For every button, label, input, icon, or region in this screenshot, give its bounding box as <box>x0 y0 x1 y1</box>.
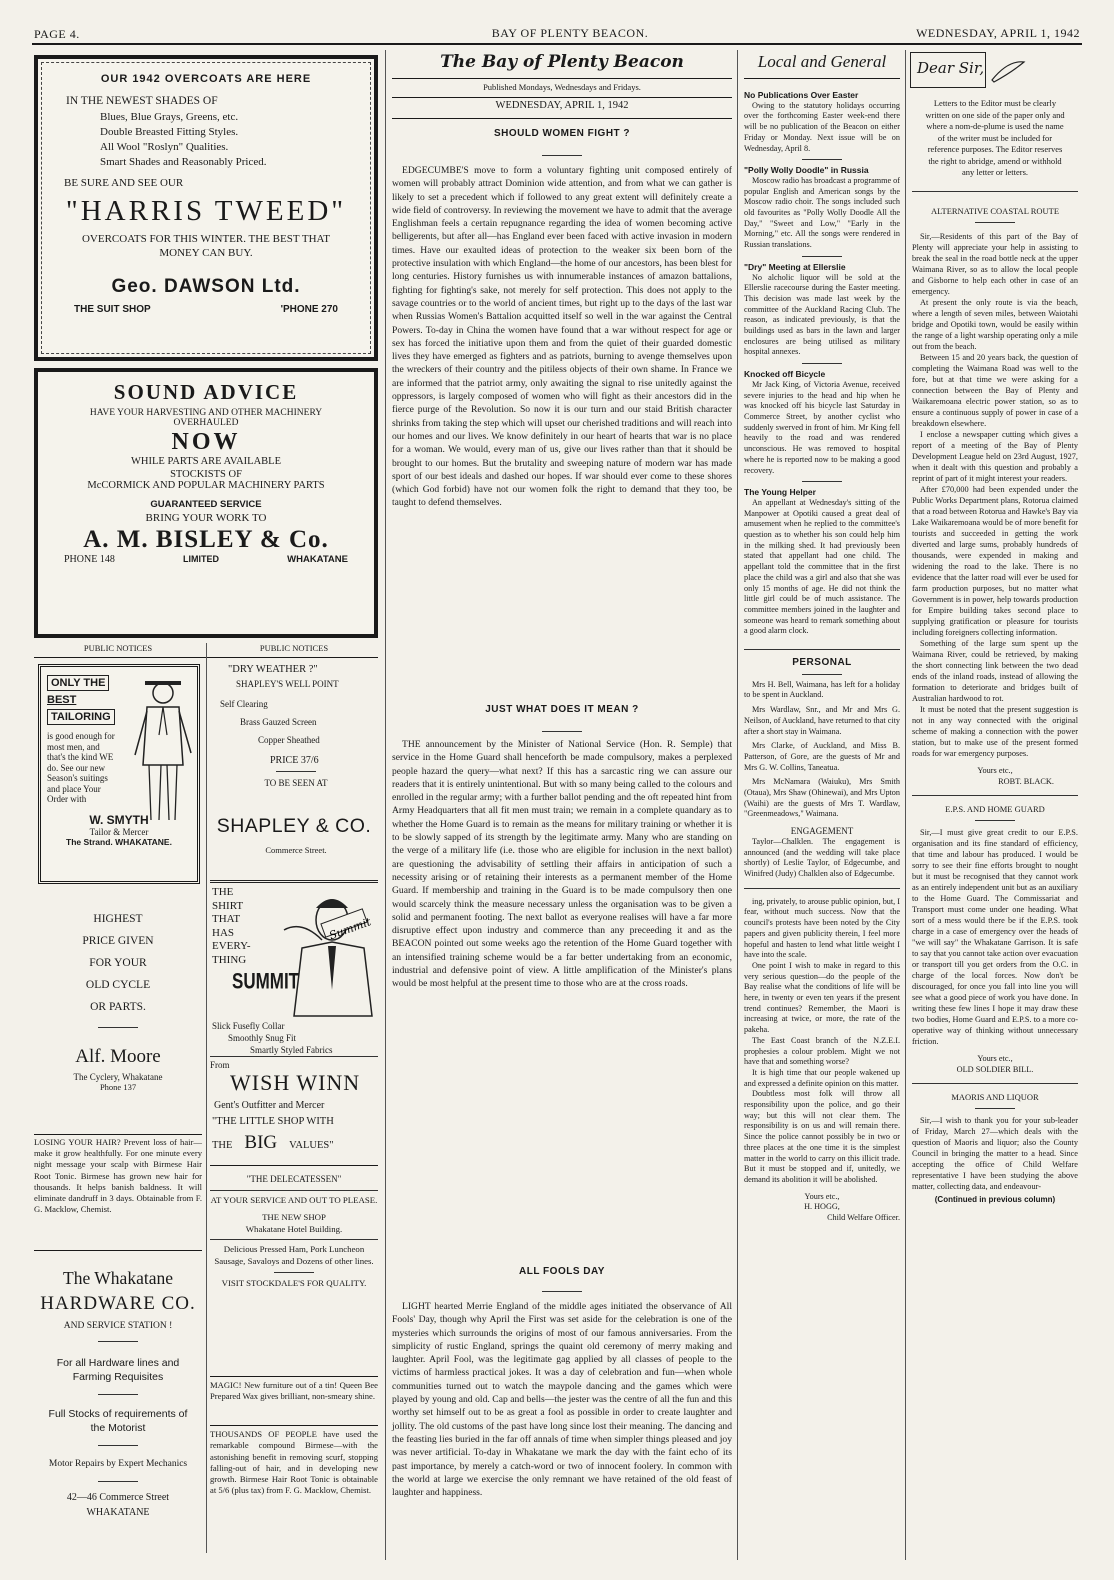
ad-line: Full Stocks of requirements of the Motorist <box>48 1408 188 1434</box>
article-title: JUST WHAT DOES IT MEAN ? <box>485 704 639 715</box>
slogan-word: THAT <box>212 913 241 925</box>
news-paragraph: No alcholic liquor will be sold at the Ellerslie racecourse during the Easter meeting. This decision was made last week by the committee of the Auckland Racing Club. The reason, as indicated previously, is that the buildings used as bars in the lawn and larger enclosures are being utilised as military hospital annexes. <box>744 272 900 357</box>
ad-line: Smart Shades and Reasonably Priced. <box>100 156 267 168</box>
ad-moore <box>34 895 202 1140</box>
ad-company: Geo. DAWSON Ltd. <box>111 276 301 297</box>
letter-paragraph: Between 15 and 20 years back, the question of completing the Waimana Road was well to the fore, but at that time we were asking for a connection between the Bay of Plenty and Waikaremoana electric power station, so as to ensure a continuous supply of power in case of a breakdown elsewhere. <box>912 352 1078 428</box>
ad-line: The Cyclery, Whakatane <box>73 1072 163 1082</box>
rule <box>802 256 842 257</box>
rule <box>912 191 1078 192</box>
ad-line: BRING YOUR WORK TO <box>145 512 267 524</box>
news-heading: "Dry" Meeting at Ellerslie <box>744 261 846 272</box>
ad-headline: BEST <box>47 694 77 706</box>
rule <box>744 78 900 79</box>
news-paragraph: Mrs Clarke, of Auckland, and Miss B. Patterson, of Gore, are the guests of Mr and Mrs G. W. Collins, Taneatua. <box>744 741 900 772</box>
rule <box>210 1425 378 1426</box>
ad-phone: 'PHONE 270 <box>280 304 338 315</box>
ad-line: VALUES" <box>289 1140 334 1151</box>
local-news-column <box>744 90 900 1560</box>
ad-line: AND SERVICE STATION ! <box>63 1321 173 1331</box>
letter-paragraph: Sir,—Residents of this part of the Bay of Plenty will appreciate your help in assisting to break the seal in the road bottle neck at the upper Waimana River, so as to allow the local people and Gisborne to help each other in case of an emergency. <box>912 231 1078 296</box>
ad-line: From <box>210 1060 230 1070</box>
ad-headline: OUR 1942 OVERCOATS ARE HERE <box>100 73 312 85</box>
rule <box>392 78 732 79</box>
ad-line: THE NEW SHOP <box>262 1212 326 1222</box>
column-divider <box>206 643 207 1553</box>
ad-line: BIG <box>244 1132 278 1153</box>
signature: ROBT. BLACK. <box>998 776 1054 786</box>
ad-headline: ONLY THE <box>47 675 109 691</box>
rule <box>274 1272 314 1273</box>
ad-line: Double Breasted Fitting Styles. <box>100 126 239 138</box>
continuation-note: (Continued in previous column) <box>934 1194 1056 1204</box>
letter-paragraph: At present the only route is via the beach, where a length of seven miles, between Waiotahi bridge and Opotiki town, would be easily within the range of a light warship operating only a mile out from the beach. <box>912 297 1078 351</box>
ad-company: HARDWARE CO. <box>40 1293 196 1314</box>
news-paragraph: An appellant at Wednesday's sitting of the Manpower at Opotiki caused a great deal of amusement when he replied to the committee's question as to whether his son could help him in the milking shed. It had previously been stated that appellant had one child. The appellant told the committee that in the first place the child was a girl and also that she was only 15 months of age. He did not think the little girl could be of much assistance. The committee members joined in the laughter and someone was heard to remark something about a good alarm clock. <box>744 497 900 636</box>
rule <box>744 888 900 889</box>
rule <box>210 1056 378 1057</box>
rule <box>542 1291 582 1292</box>
ad-body: is good enough for most men, and that's the kind WE do. See our new Season's suitings and place Your Order with <box>47 731 115 804</box>
letters-logo: Dear Sir, <box>910 52 986 88</box>
ad-line: Whakatane Hotel Building. <box>245 1223 343 1234</box>
ad-line: LIMITED <box>182 554 219 564</box>
paragraph: EDGECUMBE'S move to form a voluntary fighting unit composed entirely of women will probably attract Dominion wide attention, and from what we can gather is likely to set a precedent which if followed to any great extent will definitely create a wide field of controversy. In reviewing the movement we have to admit that the average Englishman feels a certain repugnance regarding the idea of women becoming active belligerents, but after all—has England ever been faced with active invasion in modern times. Have our exaulted ideas of protection to the weaker six been born of the protective insulation with which England—the home of our ancestors, has been blest for long centuries. History furnishes us with innumerable instances of amazon battalions, fighting for fighting's sake, not merely for self protection. This does not apply to the savage countries or to the world of ancient times, but right up to the days of the last war when Russias Women's Battalion acquitted itself so well in the war against the Central Powers. To-day in China the women have found that a war without respect for age or sex has forced the initiative upon them and from the quiet of their guarded domestic lives they have emerged as fighters and as patriots, burning to avenge themselves upon the wreckers of their country and the pitiless objects of their own shame. In France we are informed that the patriot army, only awaiting the signal to rise unitedly against the oppressors, is largely composed of women who will fight as their ancestors did in the fierce purge of the Revolution. So now it is our turn and our staid British character shrinks from taking the step which will upset our cherished traditions and will reach into our homes and our lives. We know definitely in our heart of hearts that war is no place for a woman. We would, every man of us, give our lives rather than that it should be brought to our homes. But the brutality and sweeping nature of modern war has made sport of our best ideals and dashed our hopes. If war should ever come to these shores (which God forbid) have not our women folk the right to demand that they too, be taught to defend themselves. <box>392 165 732 509</box>
ad-details <box>212 1020 333 1056</box>
rule <box>210 880 378 883</box>
rule <box>98 1341 138 1342</box>
masthead-date: WEDNESDAY, APRIL 1, 1942 <box>916 26 1080 40</box>
ad-bisley <box>34 368 378 638</box>
ad-line: HIGHEST <box>93 913 143 925</box>
section-label: PUBLIC NOTICES <box>83 643 153 653</box>
news-paragraph: Mrs Wardlaw, Snr., and Mr and Mrs G. Neilson, of Auckland, have returned to that city after a short stay in Waimana. <box>744 705 900 736</box>
ad-now: NOW <box>171 429 241 455</box>
editorial-date: WEDNESDAY, APRIL 1, 1942 <box>495 100 629 111</box>
rule <box>802 481 842 482</box>
ad-line: Motor Repairs by Expert Mechanics <box>48 1459 188 1469</box>
article-body <box>392 738 732 1258</box>
ad-brand: SUMMIT <box>232 969 300 994</box>
ad-line: Self Clearing <box>220 699 268 709</box>
ad-line: WHAKATANE <box>287 554 348 565</box>
rule <box>912 1083 1078 1084</box>
nameplate: The Bay of Plenty Beacon <box>440 52 684 72</box>
ad-line: GUARANTEED SERVICE <box>150 499 262 510</box>
letter-paragraph: One point I wish to make in regard to this very serious question—do the people of the Bay realise what the conditions of life will be here, in twenty or even ten years if the present trend continues? Remember, the Maori is increasing at twice, or more, the rate of the pakeha. <box>744 960 900 1035</box>
ad-delicatessen <box>210 1170 378 1288</box>
letter-paragraph: It must be noted that the present suggestion is not in any way connected with the original scheme of making a connection with the power station, but to make use of the present formed roads for war emergency purposes. <box>912 704 1078 758</box>
news-paragraph: Owing to the statutory holidays occurring over the forthcoming Easter week-end there will be no publication of the Beacon on either Friday or Monday. Next issue will be on Wednesday, April 8. <box>744 100 900 153</box>
ad-phone: Phone 137 <box>99 1082 137 1092</box>
ad-line: OVERHAULED <box>173 418 239 428</box>
rule <box>98 1394 138 1395</box>
ad-line: For all Hardware lines and Farming Requisites <box>56 1357 180 1383</box>
rule <box>744 649 900 650</box>
ad-line: 42—46 Commerce Street <box>66 1492 170 1503</box>
ad-brand: "HARRIS TWEED" <box>65 195 347 227</box>
rule <box>98 1481 138 1482</box>
section-title: Local and General <box>757 52 887 71</box>
letter-paragraph: The East Coast branch of the N.Z.E.I. prophesies a colour problem. Might we not have that and something worse? <box>744 1035 900 1067</box>
news-paragraph: Mrs H. Bell, Waimana, has left for a holiday to be spent in Auckland. <box>744 679 900 700</box>
rule <box>210 1190 378 1191</box>
slogan-word: THING <box>212 953 247 966</box>
slogan-word: THE <box>212 886 234 898</box>
news-paragraph: Moscow radio has broadcast a programme of popular English and American songs by the Moscow radio choir. The songs included such old favourites as "Polly Wolly Doodle All the Day," "Sweet and Low," "Early in the Morning," etc. All the songs were rendered in Russian translations. <box>744 175 900 250</box>
masthead-rule <box>32 43 1082 45</box>
page-number: PAGE 4. <box>34 27 80 41</box>
rule <box>210 1376 378 1377</box>
rule <box>912 795 1078 796</box>
ad-line: Smartly Styled Fabrics <box>250 1045 333 1055</box>
rule <box>210 1165 378 1166</box>
ad-line: Brass Gauzed Screen <box>240 717 317 727</box>
ad-line: Commerce Street. <box>265 845 327 855</box>
rule <box>975 1108 1015 1109</box>
news-paragraph: Mrs McNamara (Waiuku), Mrs Smith (Otaua), Mrs Shaw (Ohinewai), and Mrs Upton (Waihi) are the guests of Mrs T. Wardlaw, "Greenmeadows," Waimana. <box>744 777 900 819</box>
letter-title: E.P.S. AND HOME GUARD <box>945 803 1045 814</box>
letters-intro: Letters to the Editor must be clearly written on one side of the paper only and where a nom-de-plume is used the name of the writer must be included for reference purposes. The Editor reserves the right to abridge, amend or withhold any letter or letters. <box>925 98 1065 177</box>
signature: OLD SOLDIER BILL. <box>956 1064 1034 1074</box>
ad-dawson <box>34 55 378 361</box>
ad-line: VISIT STOCKDALE'S FOR QUALITY. <box>221 1278 367 1288</box>
ad-line: OR PARTS. <box>90 1001 146 1013</box>
ad-line: SHAPLEY'S WELL POINT <box>236 679 339 689</box>
ad-shop: THE SUIT SHOP <box>74 304 151 315</box>
ad-headline: "DRY WEATHER ?" <box>228 664 318 675</box>
ad-line: McCORMICK AND POPULAR MACHINERY PARTS <box>87 480 325 491</box>
rule <box>34 1250 202 1251</box>
ad-line: HAVE YOUR HARVESTING AND OTHER MACHINERY <box>89 408 323 418</box>
rule <box>210 1239 378 1240</box>
slogan-word: EVERY- <box>212 940 251 952</box>
letter-title: ALTERNATIVE COASTAL ROUTE <box>930 205 1060 216</box>
column-divider <box>385 50 386 1560</box>
ad-line: Delicious Pressed Ham, Pork Luncheon Sausage, Savaloys and Dozens of other lines. <box>214 1244 374 1266</box>
ad-headline: TAILORING <box>47 709 115 725</box>
ad-company: WISH WINN <box>230 1070 361 1095</box>
news-heading: No Publications Over Easter <box>744 90 859 100</box>
news-paragraph: Mr Jack King, of Victoria Avenue, received severe injuries to the head and hip when he was knocked off his bicycle last Saturday in Commerce Street, by another cyclist who suddenly swerved in front of him. Mr King fell heavily to the road and was rendered unconscious. He was removed to hospital where he is reported now to be making a good recovery. <box>744 379 900 475</box>
letter-title: MAORIS AND LIQUOR <box>951 1091 1039 1102</box>
ad-line: Blues, Blue Grays, Greens, etc. <box>100 111 239 123</box>
ad-phone: PHONE 148 <box>64 554 115 565</box>
rule <box>802 363 842 364</box>
rule <box>98 1445 138 1446</box>
ad-line: STOCKISTS OF <box>170 469 242 480</box>
signature: Yours etc., <box>977 765 1013 775</box>
rule <box>542 731 582 732</box>
paragraph: THE announcement by the Minister of National Service (Hon. R. Semple) that service in the Home Guard shall henceforth be made compulsory, makes a perplexed people hazard the query—what next? If this has a sarcastic ring we can assure our readers that it is entirely unintentional. But with so many being called to the colours and enrolled in the regular army; with a further ballot pending and the oft repeated hint from Army Headquarters that all fit men must train; we remain in a complete quandary as to whether the Home Guard is to remain as the means for military training or whether it is to be slowly sapped of its strength by the legitimate army. Many who are standing on the verge of a military life (i.e. those who are eligible for inclusion in the next ballot) are questioning the advisability of settling their affairs in anticipation of such a necessity arising or of retaining their interests as a permanent member of the Home Guard. If membership and training in the Guard is to be made compulsory then one would scarcely think the measure necessary unless the organisation was to be given a solid and permanent footing. The next ballot as everyone realises will have a far more disruptive effect upon industry and commerce than any preceeding it and as the BEACON pointed out some weeks ago the retention of the Home Guard together with an intensified training scheme would be a far better undertaking from an economic, industrial and defensive point of view. A little amplification of the Minister's plans would be most helpful at the present time to those who are at the cross roads. <box>392 739 732 990</box>
article-title: ALL FOOLS DAY <box>519 1266 605 1277</box>
ad-birmese: THOUSANDS OF PEOPLE have used the remarkable compound Birmese—with the astonishing benefit in removing scurf, stopping falling-out of hair, and in developing new growth. Birmese Hair Root Tonic is obtainable at 5/6 (plus tax) from F. G. Macklow, Chemist. <box>210 1429 378 1496</box>
letter-paragraph: I enclose a newspaper cutting which gives a report of a meeting of the Bay of Plenty Development League held on 23rd August, 1927, when it dealt with this question and probably a reprint of part of it might interest your readers. <box>912 429 1078 483</box>
summit-logo-text: Summit <box>327 915 373 943</box>
ad-line: OLD CYCLE <box>85 979 151 991</box>
letter-paragraph: It is high time that our people wakened up and expressed a definite opinion on this matter. <box>744 1067 900 1088</box>
rule <box>98 1027 138 1028</box>
ad-line: WHAKATANE <box>86 1507 150 1518</box>
tailored-man-illustration <box>131 675 193 825</box>
rule <box>34 1134 202 1135</box>
ad-line: AT YOUR SERVICE AND OUT TO PLEASE. <box>210 1194 378 1205</box>
ad-line: Copper Sheathed <box>258 735 320 745</box>
news-heading: The Young Helper <box>744 487 816 498</box>
section-label: PUBLIC NOTICES <box>259 643 329 653</box>
ad-company: Alf. Moore <box>75 1046 161 1067</box>
masthead-title: BAY OF PLENTY BEACON. <box>491 26 649 40</box>
ad-price: PRICE 37/6 <box>270 755 319 766</box>
news-heading: "Polly Wolly Doodle" in Russia <box>744 165 869 176</box>
signature: H. HOGG, <box>804 1202 840 1212</box>
article-body <box>392 1300 732 1560</box>
slogan-word: SHIRT <box>212 899 244 912</box>
ad-slogan <box>212 886 251 967</box>
news-heading: Knocked off Bicycle <box>744 369 826 380</box>
rule <box>392 118 732 119</box>
column-divider <box>905 50 906 1560</box>
letter-paragraph: Sir,—I wish to thank you for your sub-leader of Friday, March 27—which deals with the question of Maoris and liquor; also the County Council in bringing the matter to a head. Since accepting the office of Child Welfare representative I have been studying the above matter, collecting data, and endeavour- <box>912 1115 1078 1191</box>
ad-hardware <box>34 1260 202 1555</box>
signature: Yours etc., <box>977 1053 1013 1063</box>
section-heading: PERSONAL <box>792 657 852 669</box>
ad-line: PRICE GIVEN <box>82 935 154 947</box>
ad-line: IN THE NEWEST SHADES OF <box>66 95 218 107</box>
rule <box>542 155 582 156</box>
ad-line: The Strand. WHAKATANE. <box>66 836 172 847</box>
article-body <box>392 164 732 694</box>
slogan-word: HAS <box>212 926 235 939</box>
ad-line: All Wool "Roslyn" Qualities. <box>100 141 229 153</box>
ad-birmese: LOSING YOUR HAIR? Prevent loss of hair—make it grow healthfully. For one minute every night message your scalp with Birmese Hair Root Tonic. Birmese has grown new hair for thousands. It helps banish baldness. It will eliminate dandruff in 3 days. Obtainable from F. G. Macklow, Chemist. <box>34 1137 202 1215</box>
paragraph: LIGHT hearted Merrie England of the middle ages initiated the observance of All Fools' Day, though why April the First was set aside for the celebration is one of the mysteries which surrounds the origins of most of our famous anniversaries. From the simplicity of rustic England, springs the quaint old ceremony of merry making and laughter. April Fool, was the legitimate gag applied by all classes of people to the victims of harmless practical jokes. It was a day of celebration and fun—when whole communities turned out to watch the maypole dancing and the games which were played by young and old. Cap and bells—the jester was the centre of all the fun and this worthy set himself out to be as great a fool as possible in order to create laughter and jollity. The old customs of the past have long since lost their meaning. The dancing and the feasting lies buried in the far off annals of time when simpler things pleased and joy was never artificial. To-day in Whakatane we mark the day with the faint echo of its past importance, by merely a catch-word or two of innocent foolery. In common with the world at large we exercise the only remnant we have retained of the old feast of laughter and happiness. <box>392 1301 732 1499</box>
signature: Child Welfare Officer. <box>827 1213 900 1223</box>
ad-line: FOR YOUR <box>89 957 147 969</box>
rule <box>802 159 842 160</box>
ad-line: THE <box>212 1140 233 1151</box>
section-heading: ENGAGEMENT <box>790 826 854 837</box>
ad-smyth <box>38 664 200 884</box>
ad-line: TO BE SEEN AT <box>264 778 328 788</box>
rule <box>276 771 316 772</box>
ad-company: SHAPLEY & CO. <box>216 815 372 837</box>
letter-paragraph: Doubtless most folk will throw all responsibility upon the police, and go their way; but this will not clear them. The responsibility is on us and will remain there. Since the police cannot possibly be in two or three places at the one time it is the simplest matter in the world to carry on this illicit trade. But it must be stopped and if, unitedly, we demand its abolition it will be abolished. <box>744 1089 900 1184</box>
column-divider <box>737 50 738 1560</box>
rule <box>975 820 1015 821</box>
article-title: SHOULD WOMEN FIGHT ? <box>493 128 631 139</box>
ad-headline: SOUND ADVICE <box>113 380 299 404</box>
ad-shapley <box>212 662 380 812</box>
ad-line: WHILE PARTS ARE AVAILABLE <box>131 456 281 467</box>
letters-column <box>912 98 1078 1560</box>
ad-line: Smoothly Snug Fit <box>228 1033 297 1043</box>
rule <box>975 222 1015 223</box>
ad-line: OVERCOATS FOR THIS WINTER. THE BEST THAT MONEY CAN BUY. <box>81 233 331 259</box>
ad-line: Gent's Outfitter and Mercer <box>214 1100 325 1111</box>
ad-company: The Whakatane <box>63 1268 173 1288</box>
ad-line: "THE LITTLE SHOP WITH <box>212 1116 334 1127</box>
signature: Yours etc., <box>804 1191 840 1201</box>
rule <box>392 97 732 98</box>
letter-paragraph: After £70,000 had been expended under the Public Works Department plans, Rotorua claimed that a road between Rotorua and Hawke's Bay via Lake Waikaremoana would be of more benefit for tourists and succeeded in getting the work diverted and large sums, probably hundreds of thousands, were expended in making and widening the road to the lake. There is no evidence that the latter road will ever be used for farm production purposes, but no matter what Government is in power, help towards production for Empire building takes second place to supplying gratification or pleasure for tourists including foreigners collecting information. <box>912 484 1078 637</box>
rule <box>802 674 842 675</box>
shirt-man-illustration <box>282 890 378 1016</box>
letter-paragraph: Sir,—I must give great credit to our E.P.S. organisation and its fine standard of efficiency, that time and labour has produced. I would be sorry to see their fine efforts brought to nought but it must be recognised that they cannot work as an entirely independent unit but as an auxiliary to the Home Guard. The Commissariat and Transport must come under one heading. What sort of a mess would there be if the E.P.S. took charge in a case of emergency over the heads of "we will say" the Whakatane Garrison. It is safe to say that you cannot take action over evacuation or transport till you get orders from the O.C. in charge of the local forces. Now don't be discouraged, for once you fall into line you will see what a good piece of work you have done. In writing these few lines I hope it may draw these two bodies, Home Guard and E.P.S. to a more co-operative way of thinking without unnecessary friction. <box>912 827 1078 1046</box>
letter-paragraph: Something of the large sum spent up the Waimana River, could be retrieved, by making the short connecting link between the two dead ends of the inland roads, instead of allowing the formation to deteriorate and bridges built of Australian hardwood to rot. <box>912 638 1078 703</box>
ad-line: Tailor & Mercer <box>89 826 149 837</box>
ad-company: A. M. BISLEY & Co. <box>83 526 329 553</box>
ad-company: W. SMYTH <box>89 812 149 827</box>
letter-paragraph: ing, privately, to arouse public opinion, but, I fear, without much success. Now that the council's protests have been noted by the City papers and given publicity therein, I feel more hopeful and hasten to lend what little weight I have into the scale. <box>744 896 900 960</box>
publication-schedule: Published Mondays, Wednesdays and Fridays. <box>483 82 641 92</box>
news-paragraph: Taylor—Chalklen. The engagement is announced (and the wedding will take place shortly) of Leslie Taylor, of Edgecumbe, and Winifred (Judy) Chalklen also of Edgecumbe. <box>744 836 900 878</box>
ad-line: Slick Fusefly Collar <box>212 1021 285 1031</box>
quill-pen-icon <box>990 58 1026 84</box>
ad-magic: MAGIC! New furniture out of a tin! Queen Bee Prepared Wax gives brilliant, non-smeary shine. <box>210 1380 378 1402</box>
ad-headline: "THE DELECATESSEN" <box>246 1174 342 1184</box>
ad-line: BE SURE AND SEE OUR <box>64 177 184 189</box>
